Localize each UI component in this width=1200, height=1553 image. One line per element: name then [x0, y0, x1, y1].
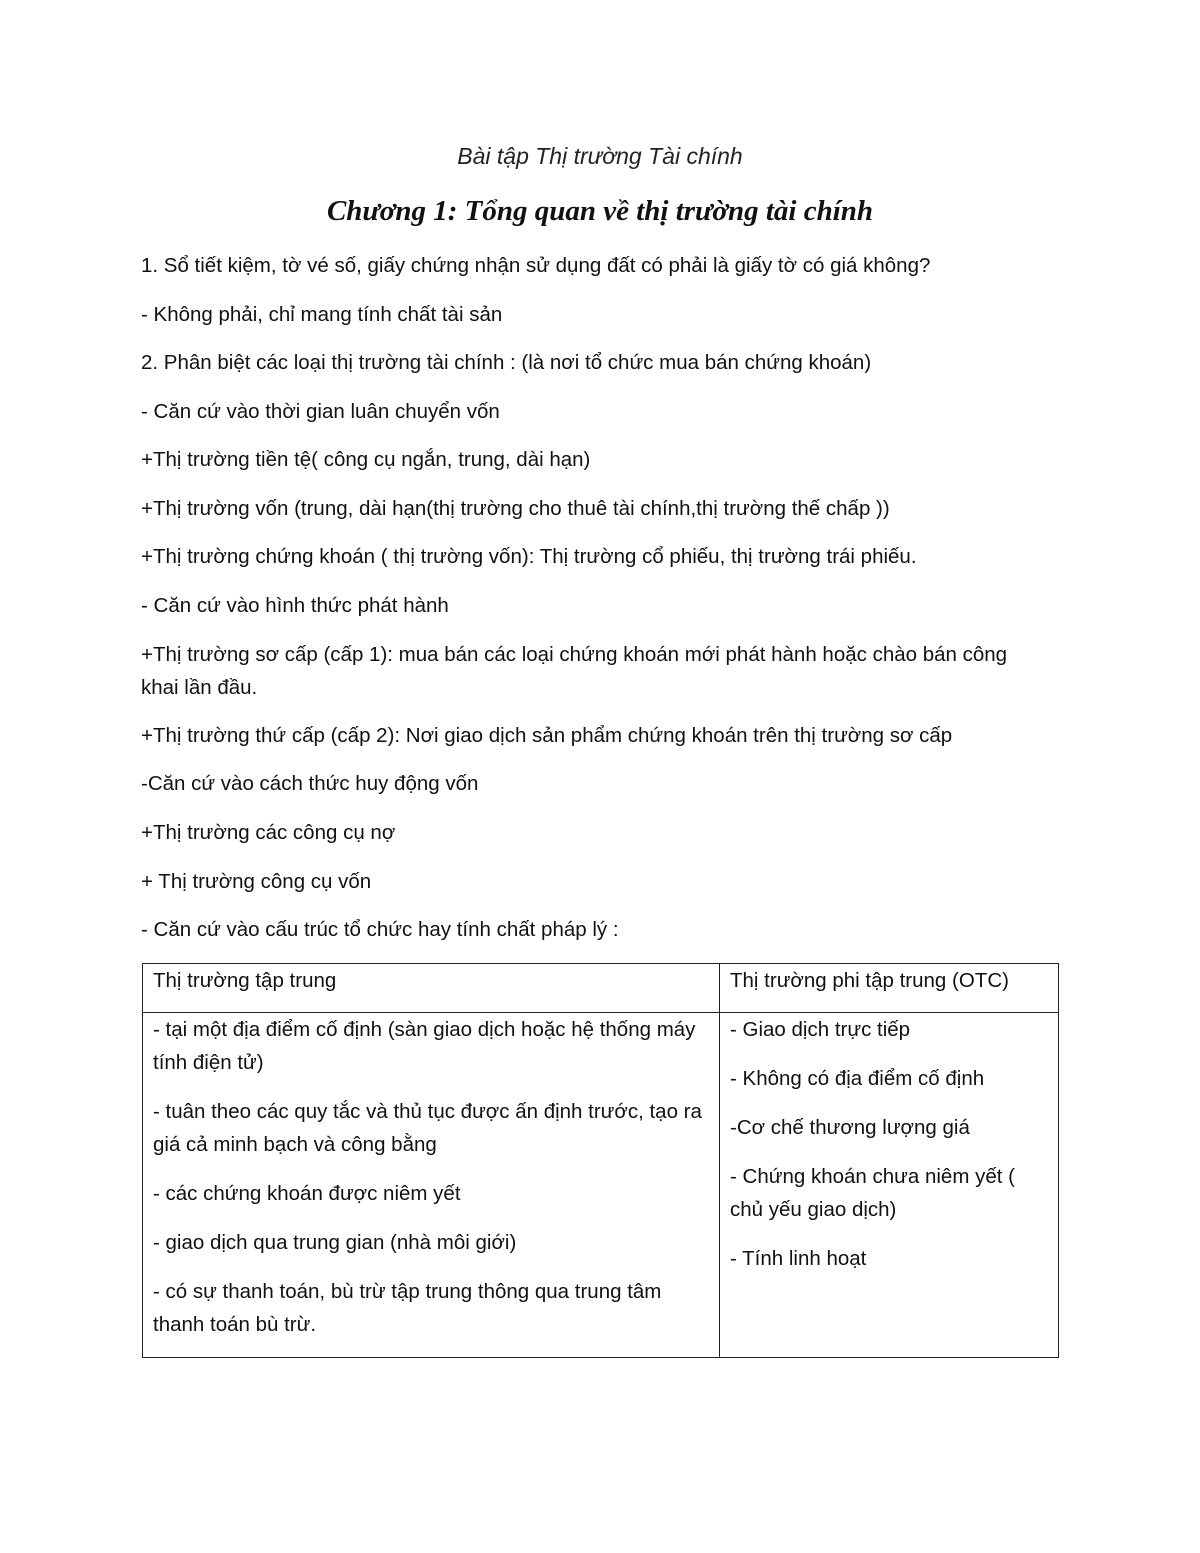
securities-market-item: +Thị trường chứng khoán ( thị trường vốn): Thị trường cổ phiếu, thị trường trái phiếu.	[141, 545, 917, 568]
debt-instrument-market-item: +Thị trường các công cụ nợ	[141, 821, 396, 844]
header-otc-market: Thị trường phi tập trung (OTC)	[720, 964, 1059, 1013]
list-item: - Chứng khoán chưa niêm yết ( chủ yếu giao dịch)	[730, 1165, 1015, 1221]
list-item: - có sự thanh toán, bù trừ tập trung thông qua trung tâm thanh toán bù trừ.	[153, 1280, 662, 1336]
list-item: -Cơ chế thương lượng giá	[730, 1116, 970, 1139]
criterion-mobilization: -Căn cứ vào cách thức huy động vốn	[141, 772, 479, 795]
chapter-title: Chương 1: Tổng quan về thị trường tài chính	[326, 195, 874, 227]
equity-instrument-market-item: + Thị trường công cụ vốn	[141, 870, 372, 893]
centralized-market-cell	[143, 1013, 720, 1358]
criterion-time: - Căn cứ vào thời gian luân chuyển vốn	[141, 400, 500, 423]
answer-1: - Không phải, chỉ mang tính chất tài sản	[141, 303, 503, 326]
list-item: - các chứng khoán được niêm yết	[153, 1182, 461, 1205]
list-item: - Giao dịch trực tiếp	[730, 1018, 911, 1041]
list-item: - Không có địa điểm cố định	[730, 1067, 985, 1090]
list-item: - tại một địa điểm cố định (sàn giao dịch hoặc hệ thống máy tính điện tử)	[153, 1018, 696, 1074]
otc-market-cell	[720, 1013, 1059, 1358]
criterion-issuance: - Căn cứ vào hình thức phát hành	[141, 594, 449, 617]
secondary-market-item: +Thị trường thứ cấp (cấp 2): Nơi giao dịch sản phẩm chứng khoán trên thị trường sơ cấp	[141, 724, 953, 747]
question-1: 1. Sổ tiết kiệm, tờ vé số, giấy chứng nhận sử dụng đất có phải là giấy tờ có giá không?	[141, 254, 931, 277]
primary-market-item: +Thị trường sơ cấp (cấp 1): mua bán các loại chứng khoán mới phát hành hoặc chào bán công khai lần đầu.	[141, 643, 1008, 699]
money-market-item: +Thị trường tiền tệ( công cụ ngắn, trung, dài hạn)	[141, 448, 591, 471]
question-2: 2. Phân biệt các loại thị trường tài chính : (là nơi tổ chức mua bán chứng khoán)	[141, 351, 872, 374]
table-header-row	[143, 964, 1059, 1013]
table-row	[143, 1013, 1059, 1358]
header-centralized-market: Thị trường tập trung	[143, 964, 720, 1013]
document-subtitle: Bài tập Thị trường Tài chính	[457, 143, 743, 169]
list-item: - tuân theo các quy tắc và thủ tục được ấn định trước, tạo ra giá cả minh bạch và công bằng	[153, 1100, 702, 1156]
comparison-table	[142, 963, 1059, 1358]
criterion-structure: - Căn cứ vào cấu trúc tổ chức hay tính chất pháp lý :	[141, 918, 619, 941]
list-item: - giao dịch qua trung gian (nhà môi giới)	[153, 1231, 517, 1254]
capital-market-item: +Thị trường vốn (trung, dài hạn(thị trường cho thuê tài chính,thị trường thế chấp ))	[141, 497, 890, 520]
list-item: - Tính linh hoạt	[730, 1247, 867, 1270]
